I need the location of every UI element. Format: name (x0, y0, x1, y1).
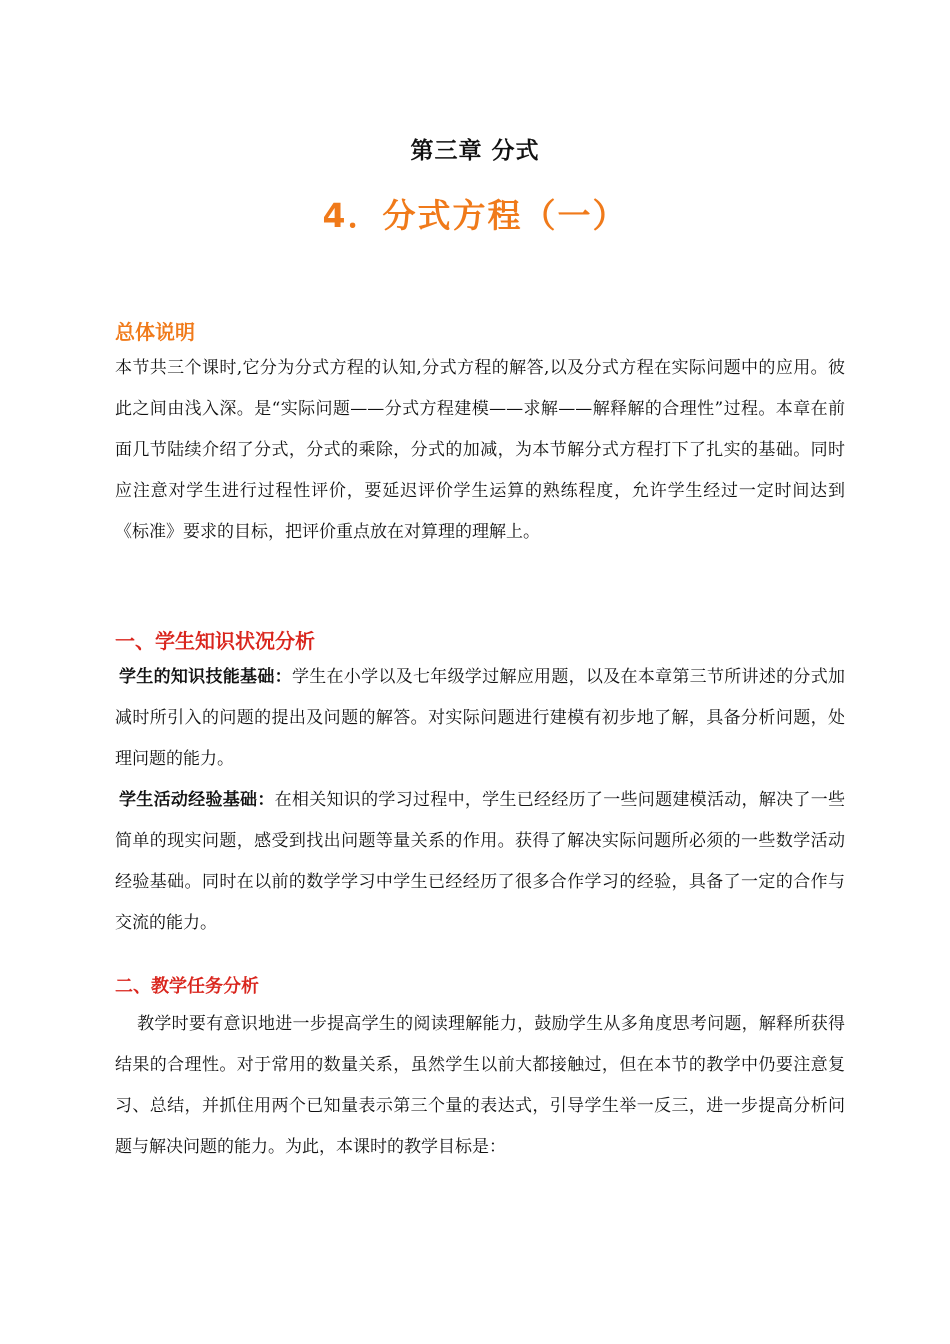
activity-label: 学生活动经验基础： (119, 790, 275, 810)
knowledge-label: 学生的知识技能基础： (119, 667, 292, 687)
knowledge-text: 学生在小学以及七年级学过解应用题，以及在本章第三节所讲述的分式加减时所引入的问题的提出及问题的解答。对实际问题进行建模有初步地了解，具备分析问题，处理问题的能力。 (115, 667, 846, 769)
section-one-heading: 一、学生知识状况分析 (115, 629, 315, 653)
activity-paragraph (115, 780, 845, 944)
activity-text: 在相关知识的学习过程中，学生已经经历了一些问题建模活动，解决了一些简单的现实问题，感受到找出问题等量关系的作用。获得了解决实际问题所必须的一些数学活动经验基础。同时在以前的数学学习中学生已经经历了很多合作学习的经验，具备了一定的合作与交流的能力。 (115, 790, 846, 933)
overview-paragraph: 本节共三个课时,它分为分式方程的认知,分式方程的解答,以及分式方程在实际问题中的应用。彼此之间由浅入深。是“实际问题——分式方程建模——求解——解释解的合理性”过程。本章在前面几节陆续介绍了分式，分式的乘除，分式的加减，为本节解分式方程打下了扎实的基础。同时应注意对学生进行过程性评价，要延迟评价学生运算的熟练程度，允许学生经过一定时间达到《标准》要求的目标，把评价重点放在对算理的理解上。 (115, 358, 845, 542)
overview-heading: 总体说明 (115, 320, 195, 344)
chapter-title: 第三章 分式 (410, 138, 540, 164)
section-title: 4．分式方程（一） (322, 196, 628, 235)
knowledge-paragraph (115, 657, 845, 780)
section-two-heading: 二、教学任务分析 (115, 976, 259, 997)
task-paragraph: 教学时要有意识地进一步提高学生的阅读理解能力，鼓励学生从多角度思考问题，解释所获得结果的合理性。对于常用的数量关系，虽然学生以前大都接触过，但在本节的教学中仍要注意复习、总结，并抓住用两个已知量表示第三个量的表达式，引导学生举一反三，进一步提高分析问题与解决问题的能力。为此，本课时的教学目标是： (115, 1014, 845, 1157)
